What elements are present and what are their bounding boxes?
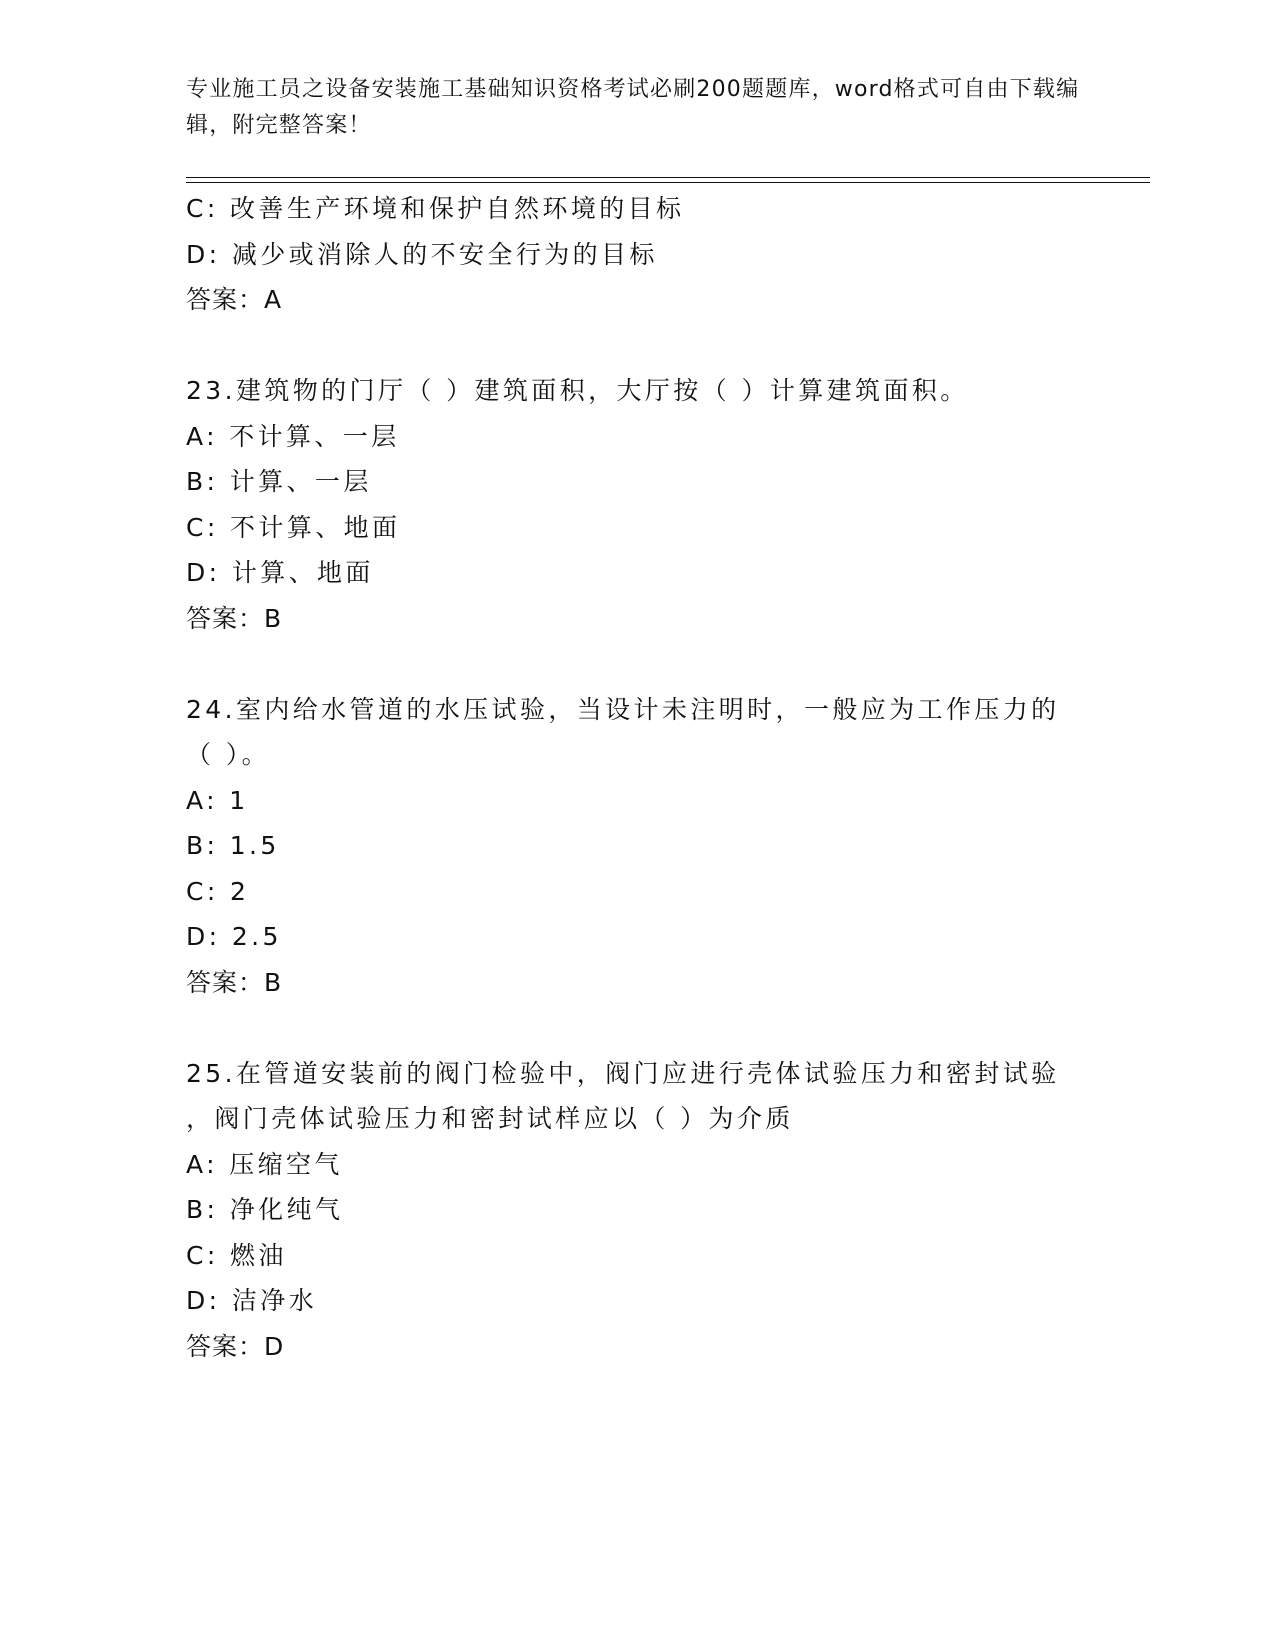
question-22-tail xyxy=(186,186,1146,323)
option-d: D: 洁净水 xyxy=(186,1286,318,1315)
option-c: C: 不计算、地面 xyxy=(186,512,401,542)
spacer xyxy=(186,1005,1146,1051)
answer-text: 答案：B xyxy=(186,603,283,633)
option-a: A: 不计算、一层 xyxy=(186,421,400,451)
question-stem-line-2: ，阀门壳体试验压力和密封试样应以（ ）为介质 xyxy=(186,1104,794,1133)
question-25 xyxy=(186,1051,1146,1370)
question-stem-line-1: 25.在管道安装前的阀门检验中，阀门应进行壳体试验压力和密封试验 xyxy=(186,1058,1060,1088)
header-divider-top xyxy=(186,177,1150,178)
header-divider-bottom xyxy=(186,182,1150,183)
question-23 xyxy=(186,368,1146,641)
option-a: A: 1 xyxy=(186,785,249,815)
option-c: C: 2 xyxy=(186,876,250,906)
option-a: A: 压缩空气 xyxy=(186,1149,343,1179)
spacer xyxy=(186,323,1146,369)
option-b: B: 计算、一层 xyxy=(186,467,372,496)
answer-text: 答案：B xyxy=(186,967,283,997)
option-d: D: 减少或消除人的不安全行为的目标 xyxy=(186,239,658,269)
question-list xyxy=(186,186,1146,1369)
option-d: D: 2.5 xyxy=(186,922,282,951)
option-c: C: 改善生产环境和保护自然环境的目标 xyxy=(186,194,685,223)
answer-text: 答案：A xyxy=(186,285,283,314)
question-stem: 23.建筑物的门厅（ ）建筑面积，大厅按（ ）计算建筑面积。 xyxy=(186,376,969,405)
option-b: B: 1.5 xyxy=(186,831,280,860)
answer-text: 答案：D xyxy=(186,1331,285,1361)
question-stem-line-2: （ ）。 xyxy=(186,740,271,769)
option-c: C: 燃油 xyxy=(186,1240,287,1270)
option-b: B: 净化纯气 xyxy=(186,1195,344,1224)
question-24 xyxy=(186,687,1146,1006)
spacer xyxy=(186,641,1146,687)
option-d: D: 计算、地面 xyxy=(186,558,374,587)
question-stem-line-1: 24.室内给水管道的水压试验，当设计未注明时，一般应为工作压力的 xyxy=(186,694,1060,724)
document-header: 专业施工员之设备安装施工基础知识资格考试必刷200题题库，word格式可自由下载编辑，附完整答案！ xyxy=(186,77,1080,138)
